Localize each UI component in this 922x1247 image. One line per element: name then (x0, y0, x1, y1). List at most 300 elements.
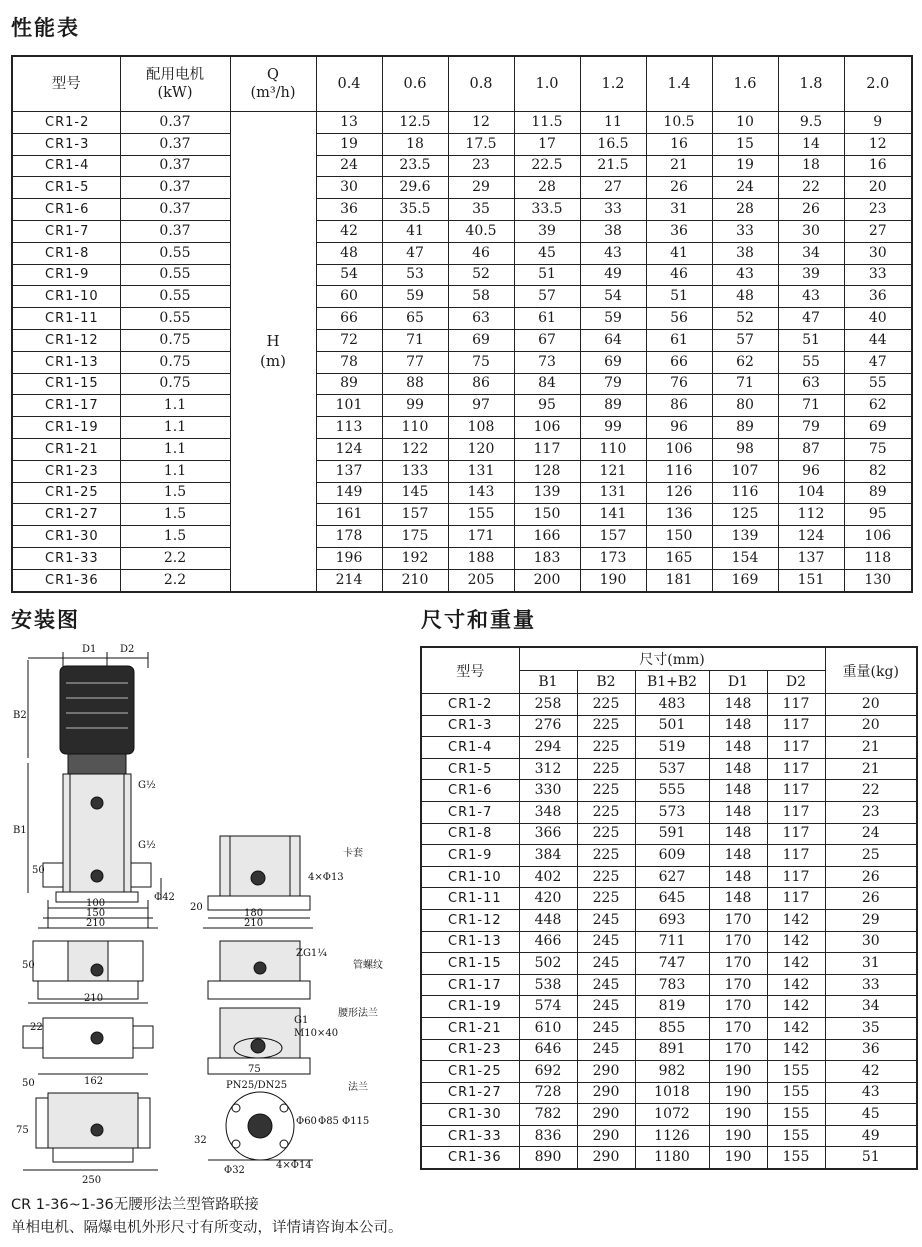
dimension-cell: 538 (519, 974, 577, 996)
head-value-cell: 128 (514, 460, 580, 482)
head-value-cell: 69 (580, 351, 646, 373)
model-cell: CR1-27 (12, 504, 120, 526)
table-row (12, 438, 912, 460)
head-value-cell: 22.5 (514, 155, 580, 177)
head-value-cell: 107 (712, 460, 778, 482)
head-value-cell: 53 (382, 264, 448, 286)
head-value-cell: 154 (712, 547, 778, 569)
flow-value: 1.4 (646, 56, 712, 112)
model-cell: CR1-3 (12, 133, 120, 155)
dimension-cell: 225 (577, 845, 635, 867)
dimension-cell: 502 (519, 953, 577, 975)
label-dim-22: 22 (30, 1022, 43, 1033)
head-value-cell: 95 (514, 395, 580, 417)
flange-view (23, 1092, 313, 1170)
dimension-cell: 170 (709, 1039, 767, 1061)
label-b2: B2 (13, 710, 27, 721)
dimension-cell: 155 (767, 1104, 825, 1126)
model-cell: CR1-25 (421, 1061, 519, 1083)
label-dim-150: 150 (86, 908, 106, 919)
dimension-cell: 117 (767, 866, 825, 888)
label-d1: D1 (82, 644, 97, 655)
head-value-cell: 141 (580, 504, 646, 526)
head-value-cell: 155 (448, 504, 514, 526)
model-cell: CR1-6 (421, 780, 519, 802)
weight-cell: 30 (825, 931, 917, 953)
col-motor-unit: (kW) (157, 85, 193, 101)
head-value-cell: 165 (646, 547, 712, 569)
head-value-cell: 54 (316, 264, 382, 286)
table-row (421, 715, 917, 737)
dimension-cell: 142 (767, 931, 825, 953)
model-cell: CR1-9 (12, 264, 120, 286)
dim-sub-b2: B2 (577, 671, 635, 694)
head-value-cell: 120 (448, 438, 514, 460)
weight-cell: 42 (825, 1061, 917, 1083)
model-cell: CR1-21 (421, 1017, 519, 1039)
head-value-cell: 22 (778, 177, 844, 199)
head-value-cell: 104 (778, 482, 844, 504)
dimension-cell: 627 (635, 866, 709, 888)
head-value-cell: 41 (646, 242, 712, 264)
head-value-cell: 21.5 (580, 155, 646, 177)
head-value-cell: 118 (844, 547, 912, 569)
head-value-cell: 16 (844, 155, 912, 177)
head-value-cell: 33 (580, 199, 646, 221)
dimension-cell: 142 (767, 974, 825, 996)
head-value-cell: 63 (778, 373, 844, 395)
head-value-cell: 52 (448, 264, 514, 286)
head-value-cell: 30 (844, 242, 912, 264)
head-value-cell: 82 (844, 460, 912, 482)
head-value-cell: 157 (580, 526, 646, 548)
dimension-cell: 142 (767, 1039, 825, 1061)
model-cell: CR1-9 (421, 845, 519, 867)
head-value-cell: 121 (580, 460, 646, 482)
flow-value: 1.8 (778, 56, 844, 112)
table-row (12, 460, 912, 482)
head-value-cell: 190 (580, 569, 646, 591)
head-value-cell: 26 (646, 177, 712, 199)
head-value-cell: 106 (514, 417, 580, 439)
dimension-cell: 148 (709, 780, 767, 802)
dim-sub-d2: D2 (767, 671, 825, 694)
dimension-cell: 836 (519, 1125, 577, 1147)
head-value-cell: 39 (514, 220, 580, 242)
head-value-cell: 41 (382, 220, 448, 242)
head-value-cell: 56 (646, 308, 712, 330)
head-value-cell: 60 (316, 286, 382, 308)
label-pipe-thread: 管螺纹 (353, 960, 383, 971)
head-value-cell: 61 (514, 308, 580, 330)
head-value-cell: 124 (316, 438, 382, 460)
label-pn: PN25/DN25 (226, 1080, 288, 1091)
head-value-cell: 61 (646, 329, 712, 351)
head-value-cell: 110 (382, 417, 448, 439)
label-d2: D2 (120, 644, 135, 655)
table-row (12, 482, 912, 504)
dimension-cell: 190 (709, 1082, 767, 1104)
head-value-cell: 110 (580, 438, 646, 460)
dimension-cell: 448 (519, 909, 577, 931)
label-phi115: Φ115 (342, 1116, 370, 1127)
dimension-cell: 366 (519, 823, 577, 845)
head-value-cell: 101 (316, 395, 382, 417)
head-value-cell: 131 (448, 460, 514, 482)
table-row (12, 547, 912, 569)
label-dim-50c: 50 (22, 1078, 35, 1089)
head-value-cell: 108 (448, 417, 514, 439)
weight-cell: 21 (825, 758, 917, 780)
model-cell: CR1-11 (421, 888, 519, 910)
head-value-cell: 125 (712, 504, 778, 526)
head-value-cell: 72 (316, 329, 382, 351)
table-row (421, 1104, 917, 1126)
model-cell: CR1-5 (12, 177, 120, 199)
table-row (421, 823, 917, 845)
note-motor-variation: 单相电机、隔爆电机外形尺寸有所变动，详情请咨询本公司。 (11, 1220, 403, 1236)
label-dim-20: 20 (190, 902, 203, 913)
model-cell: CR1-17 (421, 974, 519, 996)
head-label: H (266, 332, 280, 351)
weight-cell: 35 (825, 1017, 917, 1039)
dimension-cell: 609 (635, 845, 709, 867)
dimension-cell: 819 (635, 996, 709, 1018)
dimension-cell: 501 (635, 715, 709, 737)
head-value-cell: 39 (778, 264, 844, 286)
installation-heading: 安装图 (11, 608, 80, 632)
head-value-cell: 75 (844, 438, 912, 460)
head-value-cell: 66 (646, 351, 712, 373)
model-cell: CR1-33 (12, 547, 120, 569)
head-value-cell: 54 (580, 286, 646, 308)
head-unit: (m) (260, 352, 286, 371)
head-value-cell: 79 (778, 417, 844, 439)
head-value-cell: 33.5 (514, 199, 580, 221)
head-value-cell: 30 (316, 177, 382, 199)
flow-value: 0.6 (382, 56, 448, 112)
table-row (12, 569, 912, 591)
performance-heading: 性能表 (11, 16, 80, 40)
head-value-cell: 96 (778, 460, 844, 482)
head-value-cell: 16 (646, 133, 712, 155)
dimension-cell: 1180 (635, 1147, 709, 1169)
head-value-cell: 112 (778, 504, 844, 526)
dimensions-heading: 尺寸和重量 (421, 608, 536, 632)
head-value-cell: 12 (844, 133, 912, 155)
model-cell: CR1-12 (421, 909, 519, 931)
dimension-cell: 170 (709, 996, 767, 1018)
head-value-cell: 124 (778, 526, 844, 548)
table-row (12, 155, 912, 177)
weight-cell: 31 (825, 953, 917, 975)
head-value-cell: 23 (448, 155, 514, 177)
head-value-cell: 116 (712, 482, 778, 504)
label-dim-100: 100 (86, 898, 106, 909)
label-m10: M10×40 (294, 1028, 339, 1039)
dimension-cell: 1018 (635, 1082, 709, 1104)
dimension-cell: 855 (635, 1017, 709, 1039)
head-value-cell: 139 (712, 526, 778, 548)
table-row (12, 112, 912, 134)
head-value-cell: 137 (316, 460, 382, 482)
table-row (12, 264, 912, 286)
head-value-cell: 137 (778, 547, 844, 569)
dimension-cell: 245 (577, 909, 635, 931)
dimension-cell: 245 (577, 953, 635, 975)
label-dim-32: 32 (194, 1135, 207, 1146)
model-cell: CR1-10 (421, 866, 519, 888)
head-value-cell: 48 (712, 286, 778, 308)
head-value-cell: 75 (448, 351, 514, 373)
dimension-cell: 117 (767, 737, 825, 759)
head-value-cell: 49 (580, 264, 646, 286)
table-row (421, 1017, 917, 1039)
dimension-cell: 117 (767, 780, 825, 802)
label-b1: B1 (13, 825, 27, 836)
motor-cell: 0.37 (120, 133, 230, 155)
label-g-top: G½ (138, 780, 156, 791)
dimension-cell: 312 (519, 758, 577, 780)
head-value-cell: 35 (448, 199, 514, 221)
dim-col-weight: 重量(kg) (825, 647, 917, 694)
performance-header-row (12, 56, 912, 112)
head-value-cell: 136 (646, 504, 712, 526)
dimension-cell: 290 (577, 1147, 635, 1169)
model-cell: CR1-13 (12, 351, 120, 373)
dimension-cell: 117 (767, 694, 825, 716)
head-value-cell: 196 (316, 547, 382, 569)
weight-cell: 24 (825, 823, 917, 845)
head-value-cell: 86 (448, 373, 514, 395)
head-value-cell: 20 (844, 177, 912, 199)
head-value-cell: 21 (646, 155, 712, 177)
model-cell: CR1-30 (421, 1104, 519, 1126)
dimension-cell: 225 (577, 888, 635, 910)
dimension-cell: 782 (519, 1104, 577, 1126)
dimension-cell: 170 (709, 909, 767, 931)
dimensions-header-row (421, 647, 917, 671)
label-dim-50b: 50 (22, 960, 35, 971)
head-value-cell: 122 (382, 438, 448, 460)
head-value-cell: 89 (580, 395, 646, 417)
dimension-cell: 982 (635, 1061, 709, 1083)
head-value-cell: 77 (382, 351, 448, 373)
dimension-cell: 155 (767, 1082, 825, 1104)
flow-value: 1.0 (514, 56, 580, 112)
dimensions-table (420, 646, 918, 1170)
table-row (421, 888, 917, 910)
dimension-cell: 290 (577, 1104, 635, 1126)
dimension-cell: 591 (635, 823, 709, 845)
head-value-cell: 38 (712, 242, 778, 264)
col-motor (120, 56, 230, 112)
dimension-cell: 148 (709, 888, 767, 910)
head-value-cell: 67 (514, 329, 580, 351)
head-value-cell: 65 (382, 308, 448, 330)
col-flow-unit: (m³/h) (250, 85, 296, 101)
head-value-cell: 71 (382, 329, 448, 351)
head-value-cell: 30 (778, 220, 844, 242)
dimension-cell: 142 (767, 953, 825, 975)
head-value-cell: 11.5 (514, 112, 580, 134)
head-value-cell: 183 (514, 547, 580, 569)
label-bolt-4x13: 4×Φ13 (308, 872, 344, 883)
head-value-cell: 9.5 (778, 112, 844, 134)
note-connection: CR 1-36~1-36无腰形法兰型管路联接 (11, 1197, 259, 1213)
dimension-cell: 692 (519, 1061, 577, 1083)
head-value-cell: 78 (316, 351, 382, 373)
label-phi60: Φ60 (296, 1116, 317, 1127)
head-value-cell: 59 (382, 286, 448, 308)
head-value-cell: 66 (316, 308, 382, 330)
head-value-cell: 33 (844, 264, 912, 286)
table-row (12, 220, 912, 242)
motor-cell: 0.37 (120, 112, 230, 134)
head-value-cell: 150 (646, 526, 712, 548)
head-value-cell: 192 (382, 547, 448, 569)
label-zg: ZG1¼ (296, 948, 327, 959)
head-value-cell: 18 (778, 155, 844, 177)
motor-cell: 0.37 (120, 220, 230, 242)
dimension-cell: 646 (519, 1039, 577, 1061)
model-cell: CR1-27 (421, 1082, 519, 1104)
dimension-cell: 1126 (635, 1125, 709, 1147)
head-value-cell: 23.5 (382, 155, 448, 177)
dimension-cell: 537 (635, 758, 709, 780)
head-value-cell: 33 (712, 220, 778, 242)
head-value-cell: 18 (382, 133, 448, 155)
table-row (12, 308, 912, 330)
head-value-cell: 57 (712, 329, 778, 351)
weight-cell: 23 (825, 801, 917, 823)
label-g1: G1 (294, 1015, 309, 1026)
dimension-cell: 466 (519, 931, 577, 953)
dimension-cell: 170 (709, 1017, 767, 1039)
head-value-cell: 88 (382, 373, 448, 395)
head-value-cell: 34 (778, 242, 844, 264)
weight-cell: 25 (825, 845, 917, 867)
head-value-cell: 62 (844, 395, 912, 417)
dim-sub-b1b2: B1+B2 (635, 671, 709, 694)
dimension-cell: 190 (709, 1061, 767, 1083)
motor-cell: 1.1 (120, 395, 230, 417)
model-cell: CR1-12 (12, 329, 120, 351)
col-flow (230, 56, 316, 112)
table-row (12, 351, 912, 373)
model-cell: CR1-8 (421, 823, 519, 845)
head-value-cell: 99 (580, 417, 646, 439)
motor-cell: 0.55 (120, 286, 230, 308)
dimension-cell: 148 (709, 715, 767, 737)
model-cell: CR1-4 (421, 737, 519, 759)
head-value-cell: 14 (778, 133, 844, 155)
table-row (421, 1082, 917, 1104)
dimension-cell: 891 (635, 1039, 709, 1061)
dimension-cell: 142 (767, 1017, 825, 1039)
oval-flange-view (23, 1008, 310, 1074)
table-row (421, 737, 917, 759)
dimension-cell: 148 (709, 737, 767, 759)
head-value-cell: 27 (844, 220, 912, 242)
head-value-cell: 26 (778, 199, 844, 221)
motor-cell: 0.75 (120, 351, 230, 373)
head-value-cell: 214 (316, 569, 382, 591)
dimension-cell: 890 (519, 1147, 577, 1169)
table-row (421, 974, 917, 996)
col-flow-label: Q (267, 67, 279, 83)
head-value-cell: 161 (316, 504, 382, 526)
motor-cell: 0.55 (120, 242, 230, 264)
label-dim-210c: 210 (84, 993, 104, 1004)
table-row (421, 758, 917, 780)
weight-cell: 20 (825, 715, 917, 737)
dimension-cell: 190 (709, 1104, 767, 1126)
table-row (421, 953, 917, 975)
head-value-cell: 89 (844, 482, 912, 504)
model-cell: CR1-11 (12, 308, 120, 330)
head-value-cell: 73 (514, 351, 580, 373)
head-value-cell: 19 (712, 155, 778, 177)
motor-cell: 1.5 (120, 504, 230, 526)
dimension-cell: 245 (577, 996, 635, 1018)
head-value-cell: 36 (646, 220, 712, 242)
table-row (12, 504, 912, 526)
dimension-cell: 117 (767, 801, 825, 823)
head-value-cell: 38 (580, 220, 646, 242)
table-row (421, 866, 917, 888)
motor-cell: 0.37 (120, 199, 230, 221)
dimension-cell: 348 (519, 801, 577, 823)
head-value-cell: 43 (712, 264, 778, 286)
head-value-cell: 35.5 (382, 199, 448, 221)
head-value-cell: 71 (778, 395, 844, 417)
installation-drawing (8, 638, 413, 1188)
dimension-cell: 555 (635, 780, 709, 802)
dimension-cell: 290 (577, 1061, 635, 1083)
model-cell: CR1-2 (421, 694, 519, 716)
model-cell: CR1-33 (421, 1125, 519, 1147)
weight-cell: 45 (825, 1104, 917, 1126)
head-value-cell: 47 (778, 308, 844, 330)
head-value-cell: 15 (712, 133, 778, 155)
dimension-cell: 117 (767, 715, 825, 737)
label-phi42: Φ42 (154, 892, 175, 903)
dimension-cell: 783 (635, 974, 709, 996)
table-row (12, 373, 912, 395)
head-value-cell: 166 (514, 526, 580, 548)
dimension-cell: 225 (577, 823, 635, 845)
model-cell: CR1-6 (12, 199, 120, 221)
label-flange: 法兰 (348, 1082, 368, 1093)
weight-cell: 51 (825, 1147, 917, 1169)
dimension-cell: 117 (767, 823, 825, 845)
model-cell: CR1-7 (12, 220, 120, 242)
label-oval-flange: 腰形法兰 (338, 1008, 378, 1019)
dimension-cell: 483 (635, 694, 709, 716)
performance-table (11, 55, 913, 593)
head-value-cell: 40 (844, 308, 912, 330)
motor-cell: 0.37 (120, 155, 230, 177)
table-row (12, 242, 912, 264)
head-value-cell: 89 (712, 417, 778, 439)
dimension-cell: 258 (519, 694, 577, 716)
head-value-cell: 48 (316, 242, 382, 264)
dimension-cell: 225 (577, 801, 635, 823)
head-value-cell: 133 (382, 460, 448, 482)
head-value-cell: 200 (514, 569, 580, 591)
dimension-cell: 225 (577, 780, 635, 802)
